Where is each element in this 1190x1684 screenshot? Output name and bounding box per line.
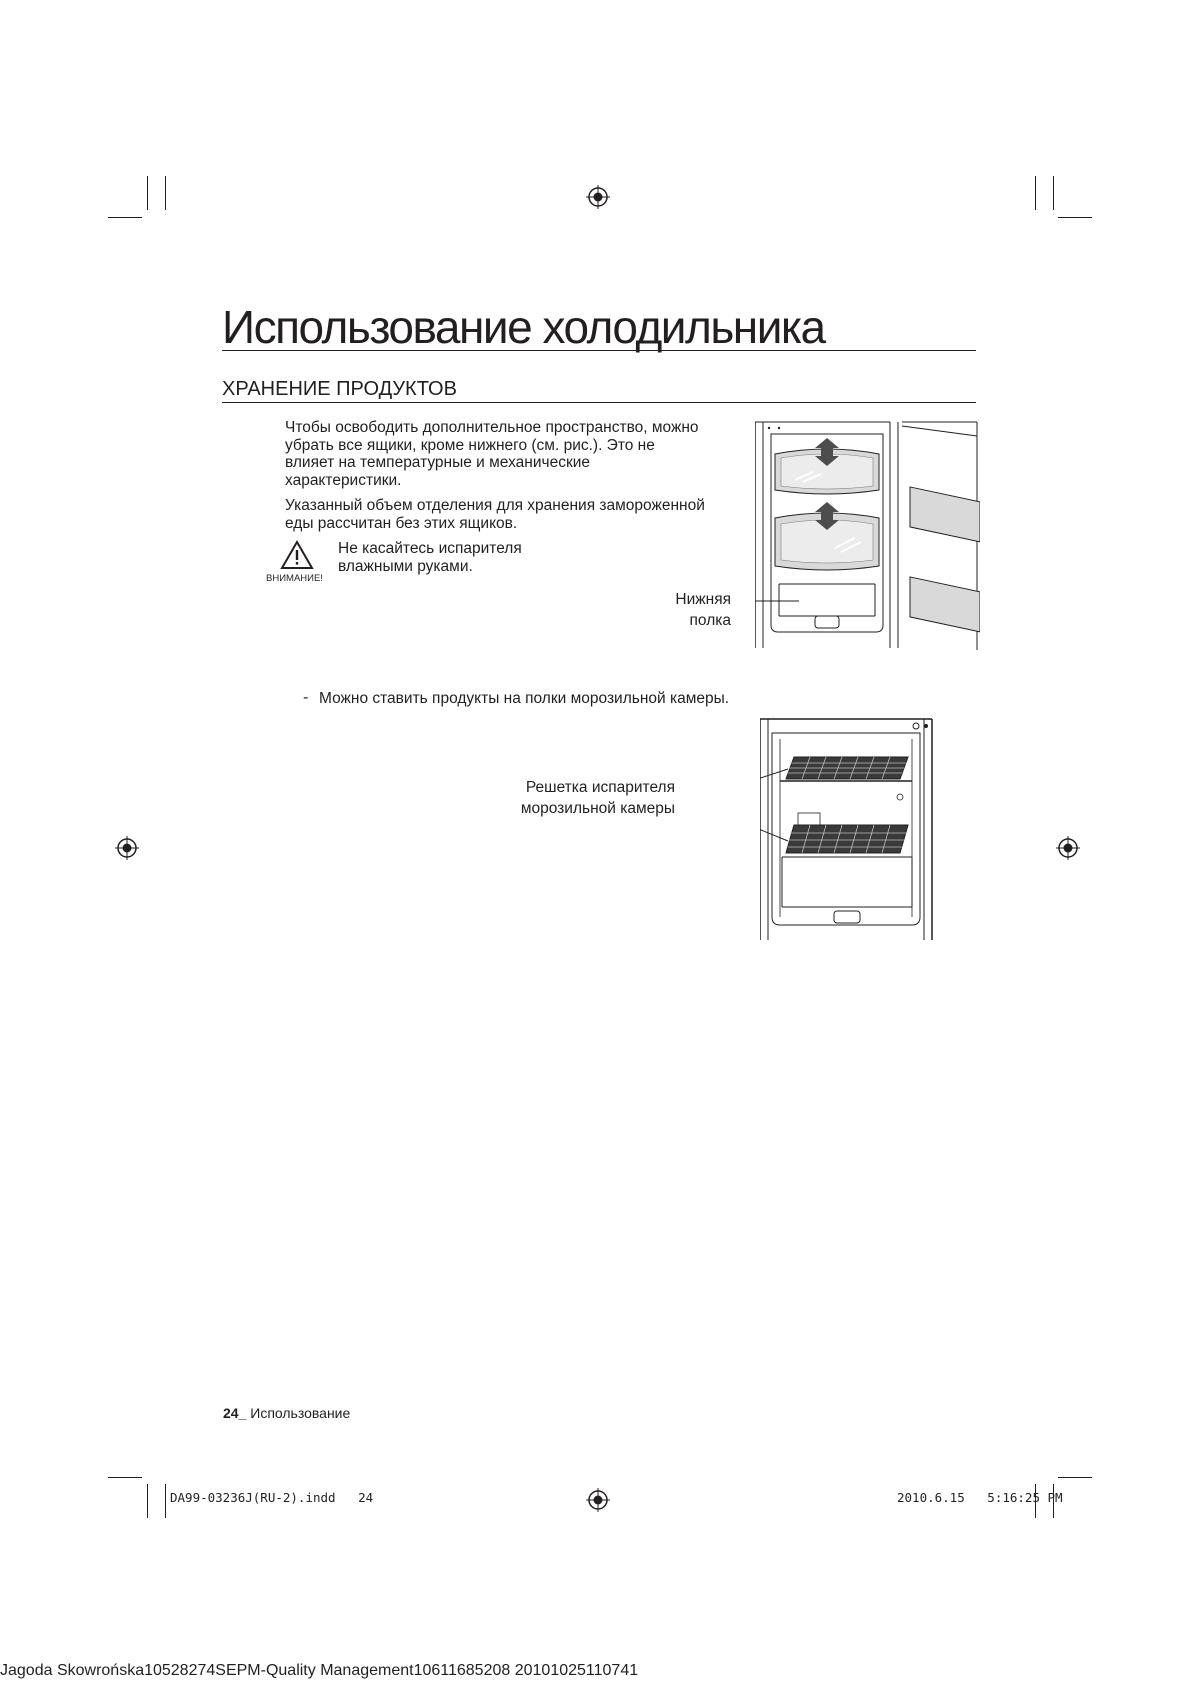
crop-mark-icon [147, 176, 148, 210]
page-title: Использование холодильника [222, 302, 976, 351]
section-title: ХРАНЕНИЕ ПРОДУКТОВ [222, 377, 976, 403]
crop-mark-icon [108, 1477, 142, 1478]
slug-file: DA99-03236J(RU-2).indd 24 [170, 1490, 374, 1505]
footer-label: Использование [250, 1405, 351, 1421]
page-number: 24_ [223, 1405, 247, 1421]
crop-mark-icon [1035, 176, 1036, 210]
registration-mark-icon [586, 1488, 610, 1512]
registration-mark-icon [115, 836, 139, 860]
crop-mark-icon [165, 176, 166, 210]
registration-mark-icon [586, 185, 610, 209]
caution-label: ВНИМАНИЕ! [266, 573, 323, 584]
watermark: Jagoda Skowrońska10528274SEPM-Quality Management10611685208 20101025110741 [0, 1662, 639, 1679]
bullet-marker: - [303, 689, 309, 706]
warning-triangle-icon [280, 540, 314, 570]
bullet-text: Можно ставить продукты на полки морозильной камеры. [319, 690, 730, 707]
caution-text: Не касайтесь испарителя влажными руками. [338, 540, 522, 575]
crop-mark-icon [147, 1484, 148, 1518]
crop-mark-icon [1058, 217, 1092, 218]
bottom-shelf-label: Нижняя полка [675, 591, 731, 629]
freezer-drawers-figure [755, 420, 980, 650]
page-footer [223, 1405, 350, 1421]
evaporator-grid-label: Решетка испарителя морозильной камеры [520, 779, 675, 817]
crop-mark-icon [165, 1484, 166, 1518]
slug-datetime: 2010.6.15 5:16:25 PM [897, 1490, 1063, 1505]
registration-mark-icon [1056, 836, 1080, 860]
intro-paragraph-1: Чтобы освободить дополнительное пространство, можно убрать все ящики, кроме нижнего (см. рис.). Это не влияет на температурные и механические характеристики. [285, 419, 699, 489]
intro-paragraph-2: Указанный объем отделения для хранения замороженной еды рассчитан без этих ящиков. [285, 497, 705, 532]
crop-mark-icon [1053, 176, 1054, 210]
crop-mark-icon [1058, 1477, 1092, 1478]
crop-mark-icon [108, 217, 142, 218]
evaporator-grid-figure [760, 717, 940, 942]
